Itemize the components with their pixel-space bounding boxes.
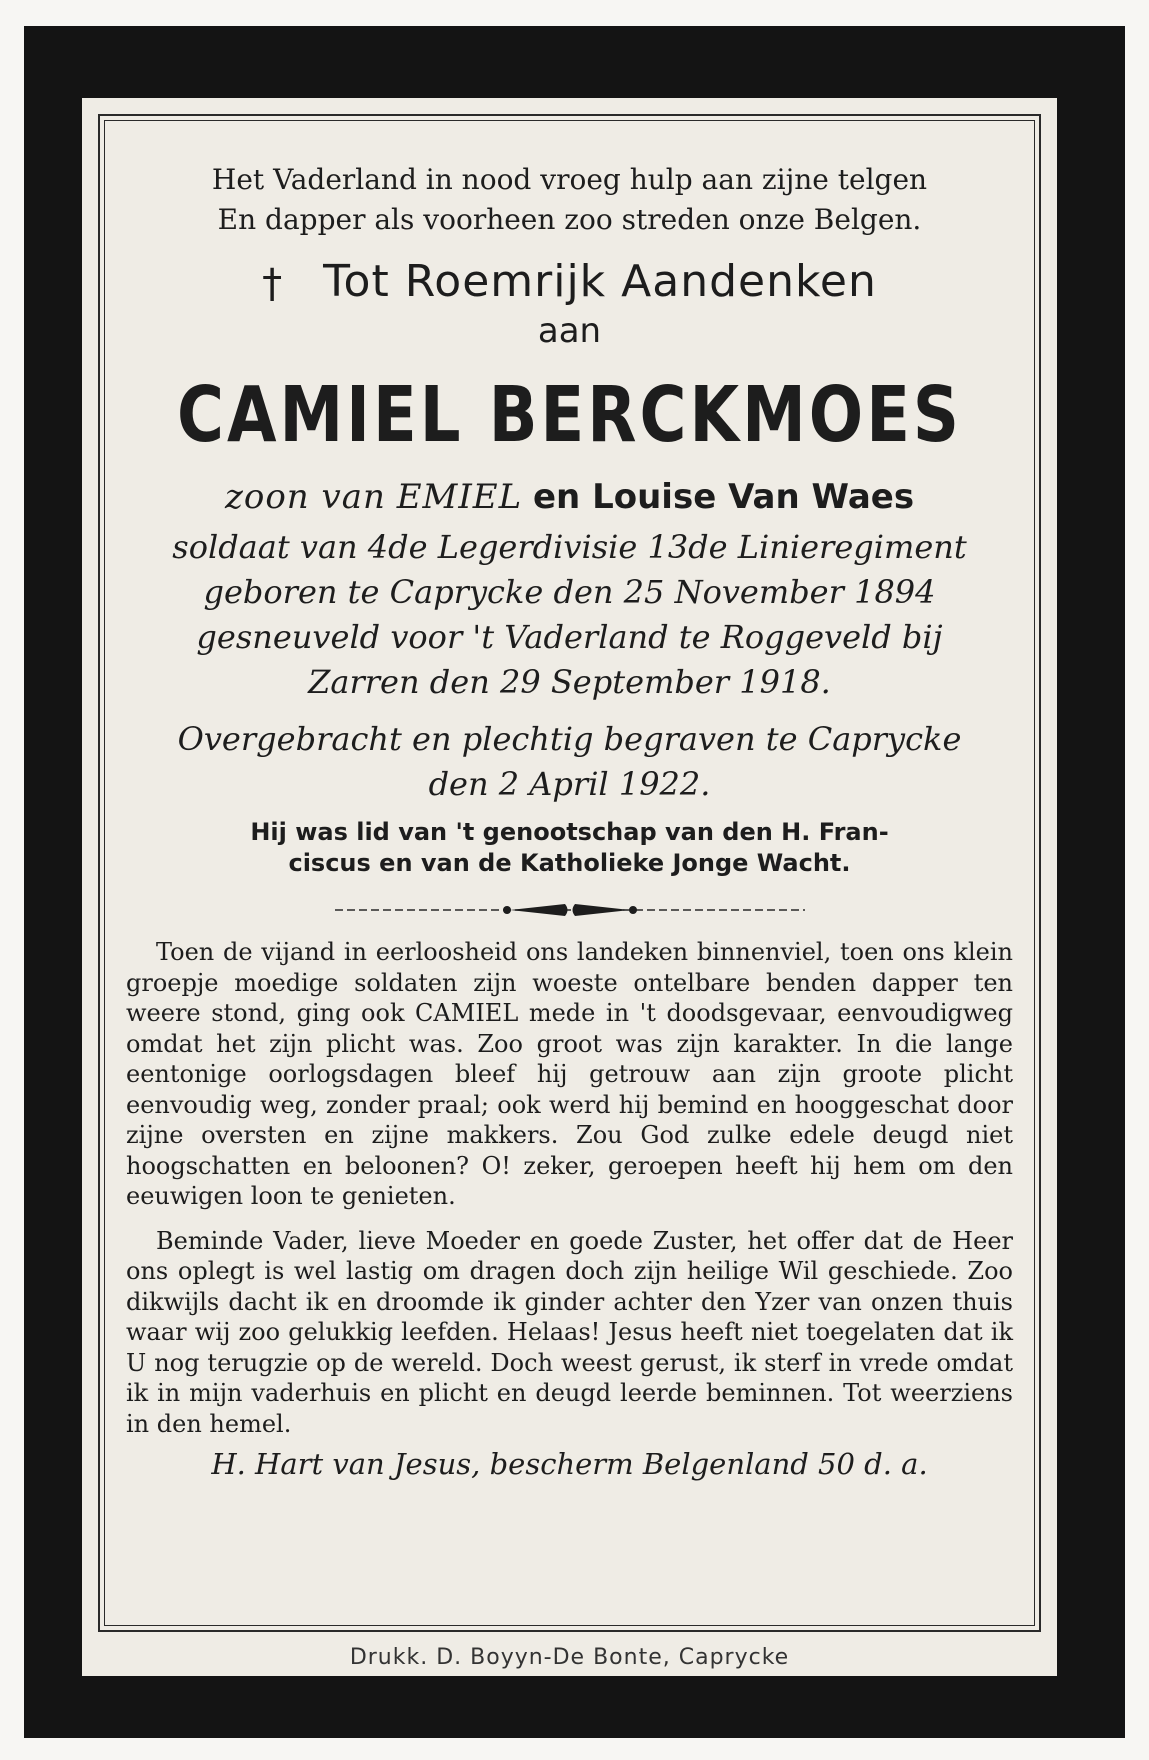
verse-line-1: Het Vaderland in nood vroeg hulp aan zijne telgen: [211, 163, 928, 196]
detail-line: Zarren den 29 September 1918.: [308, 663, 831, 701]
detail-line: geboren te Caprycke den 25 November 1894: [203, 573, 936, 611]
divider-ornament: [335, 899, 805, 921]
mother-name: en Louise Van Waes: [532, 477, 915, 517]
heading-aan: aan: [537, 311, 602, 351]
society-line: ciscus en van de Katholieke Jonge Wacht.: [288, 849, 851, 877]
memorial-heading: [122, 256, 1017, 307]
parents-prefix: zoon van: [224, 477, 386, 517]
memorial-card: [24, 26, 1125, 1738]
paragraph-1: Toen de vijand in eerloosheid ons landeken binnenviel, toen ons klein groepje moedige soldaten zijn woeste ontelbare benden dapper ten weere stond, ging ook CAMIEL mede in 't doodsgevaar, eenvoudigweg omdat het zijn plicht was. Zoo groot was zijn karakter. In die lange eentonige oorlogsdagen bleef hij getrouw aan zijn groote plicht eenvoudig weg, zonder praal; ook werd hij bemind en hooggeschat door zijne oversten en zijne makkers. Zou God zulke edele deugd niet hoogschatten en beloonen? O! zeker, geroepen heeft hij hem om den eeuwigen loon te genieten.: [126, 938, 1013, 1210]
father-name: EMIEL: [396, 477, 523, 517]
card-paper: [82, 98, 1057, 1676]
cross-icon: †: [262, 261, 284, 307]
detail-line: soldaat van 4de Legerdivisie 13de Linieregiment: [172, 528, 967, 566]
detail-line: gesneuveld voor 't Vaderland te Roggeveld bij: [196, 618, 943, 656]
printer-imprint: Drukk. D. Boyyn-De Bonte, Caprycke: [349, 1645, 790, 1670]
society-line: Hij was lid van 't genootschap van den H. Fran-: [250, 818, 889, 846]
deceased-name: CAMIEL BERCKMOES: [176, 371, 963, 461]
burial-line: Overgebracht en plechtig begraven te Caprycke: [177, 720, 962, 758]
closing-prayer: H. Hart van Jesus, bescherm Belgenland 50 d. a.: [211, 1447, 928, 1481]
parents-line: [122, 477, 1017, 517]
heading-title: Tot Roemrijk Aandenken: [323, 256, 877, 307]
card-content: [122, 160, 1017, 1481]
verse-line-2: En dapper als voorheen zoo streden onze Belgen.: [217, 203, 922, 236]
paragraph-2: Beminde Vader, lieve Moeder en goede Zuster, het offer dat de Heer ons oplegt is wel lastig om dragen doch zijn heilige Wil geschiede. Zoo dikwijls dacht ik en droomde ik ginder achter den Yzer van onzen thuis waar wij zoo gelukkig leefden. Helaas! Jesus heeft niet toegelaten dat ik U nog terugzie op de wereld. Doch weest gerust, ik sterf in vrede omdat ik in mijn vaderhuis en plicht en deugd leerde beminnen. Tot weerziens in den hemel.: [126, 1226, 1013, 1438]
burial-line: den 2 April 1922.: [428, 765, 711, 803]
